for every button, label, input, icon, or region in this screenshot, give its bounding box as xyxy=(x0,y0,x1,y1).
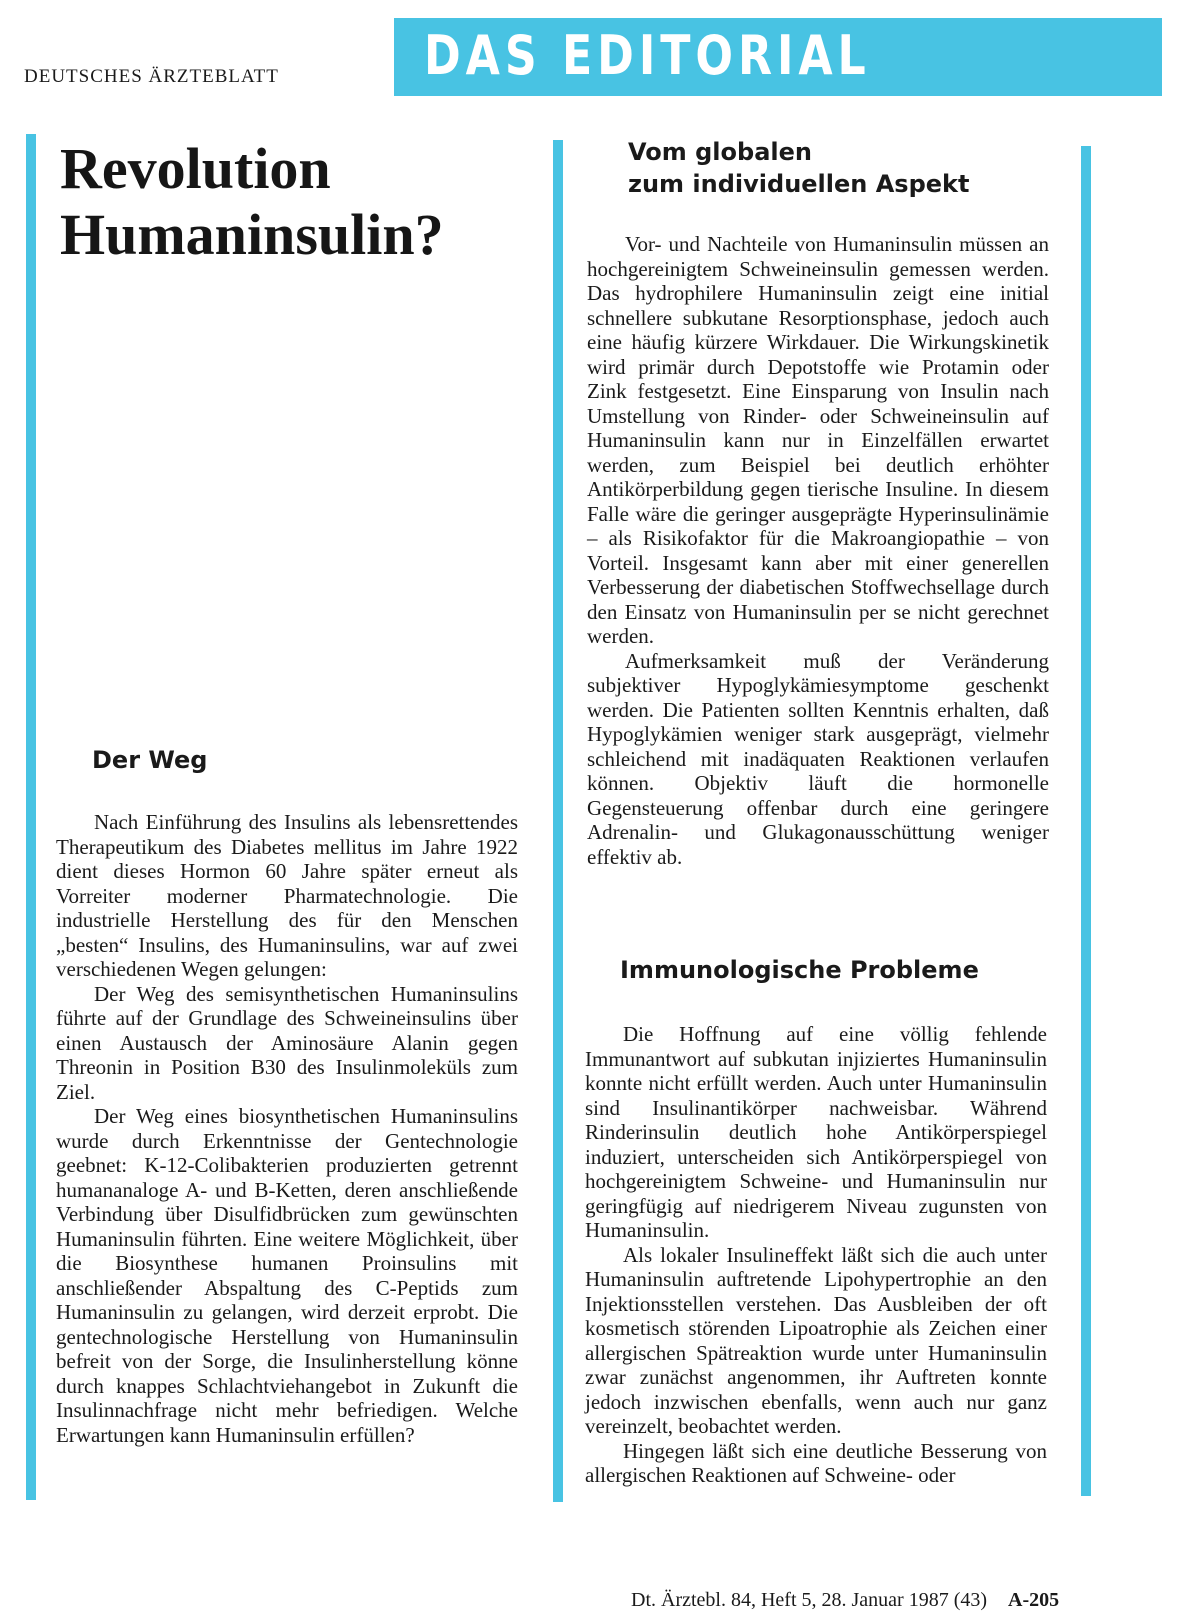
column-2-section-2 xyxy=(585,1022,1047,1488)
col1-paragraph: Der Weg des semisynthetischen Humaninsulins führte auf der Grundlage des Schweineinsulins über einen Austausch der Aminosäure Alanin gegen Threonin in Position B30 des Insulinmoleküls zum Ziel. xyxy=(56,981,518,1104)
banner-title: DAS EDITORIAL xyxy=(424,24,871,87)
page-footer xyxy=(631,1589,1059,1612)
heading-immunologische-probleme: Immunologische Probleme xyxy=(620,956,979,984)
footer-citation: Dt. Ärztebl. 84, Heft 5, 28. Januar 1987 (43) xyxy=(631,1589,988,1611)
page-number: A-205 xyxy=(1008,1589,1060,1611)
col2-paragraph: Vor- und Nachteile von Humaninsulin müssen an hochgereinigtem Schweineinsulin gemessen werden. Das hydrophilere Humaninsulin zeigt eine initial schnellere subkutane Resorptionsphase, jedoch auch eine häufig kürzere Wirkdauer. Die Wirkungskinetik wird primär durch Depotstoffe wie Protamin oder Zink festgesetzt. Eine Einsparung von Insulin nach Umstellung von Rinder- oder Schweineinsulin auf Humaninsulin kann nur in Einzelfällen erwartet werden, zum Beispiel bei deutlich erhöhter Antikörperbildung gegen tierische Insuline. In diesem Falle wäre die geringer ausgeprägte Hyperinsulinämie – als Risikofaktor für die Makroangiopathie – von Vorteil. Insgesamt kann aber mit einer generellen Verbesserung der diabetischen Stoffwechsellage durch den Einsatz von Humaninsulin per se nicht gerechnet werden. xyxy=(587,232,1049,648)
heading-line-2: zum individuellen Aspekt xyxy=(628,170,970,198)
title-line-2: Humaninsulin? xyxy=(60,202,444,267)
col2-paragraph: Hingegen läßt sich eine deutliche Besserung von allergischen Reaktionen auf Schweine- oder xyxy=(585,1438,1047,1487)
heading-line-1: Vom globalen xyxy=(628,138,812,166)
left-accent-rule xyxy=(26,134,36,1500)
right-accent-rule xyxy=(1081,146,1091,1496)
col2-paragraph: Als lokaler Insulineffekt läßt sich die auch unter Humaninsulin auftretende Lipohypertrophie an den Injektionsstellen verstehen. Das Ausbleiben der oft kosmetisch störenden Lipoatrophie als Zeichen einer allergischen Spätreaktion wurde unter Humaninsulin zwar zunächst angenommen, ihr Auftreten konnte jedoch inzwischen ebenfalls, wenn auch nur ganz vereinzelt, beobachtet werden. xyxy=(585,1242,1047,1438)
editorial-banner xyxy=(394,18,1162,96)
middle-accent-rule xyxy=(553,140,563,1502)
heading-der-weg: Der Weg xyxy=(92,746,208,774)
heading-vom-globalen xyxy=(628,136,969,200)
title-line-1: Revolution xyxy=(60,136,331,201)
article-title xyxy=(60,136,444,268)
col2-paragraph: Aufmerksamkeit muß der Veränderung subjektiver Hypoglykämiesymptome geschenkt werden. Die Patienten sollten Kenntnis erhalten, daß Hypoglykämien weniger stark ausgeprägt, vielmehr schleichend mit inadäquaten Reaktionen verlaufen können. Objektiv läuft die hormonelle Gegensteuerung offenbar durch eine geringere Adrenalin- und Glukagonausschüttung weniger effektiv ab. xyxy=(587,648,1049,869)
journal-name: DEUTSCHES ÄRZTEBLATT xyxy=(24,66,279,87)
column-1-body xyxy=(56,810,518,1447)
col1-paragraph: Der Weg eines biosynthetischen Humaninsulins wurde durch Erkenntnisse der Gentechnologie geebnet: K-12-Colibakterien produzierten getrennt humananaloge A- und B-Ketten, deren anschließende Verbindung über Disulfidbrücken zum gewünschten Humaninsulin führten. Eine weitere Möglichkeit, über die Biosynthese humanen Proinsulins mit anschließender Abspaltung des C-Peptids zum Humaninsulin zu gelangen, wird derzeit erprobt. Die gentechnologische Herstellung von Humaninsulin befreit von der Sorge, die Insulinherstellung könne durch knappes Schlachtviehangebot in Zukunft die Insulinnachfrage nicht mehr befriedigen. Welche Erwartungen kann Humaninsulin erfüllen? xyxy=(56,1104,518,1447)
col2-paragraph: Die Hoffnung auf eine völlig fehlende Immunantwort auf subkutan injiziertes Humaninsulin konnte nicht erfüllt werden. Auch unter Humaninsulin sind Insulinantikörper nachweisbar. Während Rinderinsulin deutlich hohe Antikörperspiegel induziert, unterscheiden sich Antikörperspiegel von hochgereinigtem Schweine- und Humaninsulin nur geringfügig auf niedrigerem Niveau zugunsten von Humaninsulin. xyxy=(585,1022,1047,1242)
column-2-section-1 xyxy=(587,232,1049,869)
col1-paragraph: Nach Einführung des Insulins als lebensrettendes Therapeutikum des Diabetes mellitus im Jahre 1922 dient dieses Hormon 60 Jahre später erneut als Vorreiter moderner Pharmatechnologie. Die industrielle Herstellung des für den Menschen „besten“ Insulins, des Humaninsulins, war auf zwei verschiedenen Wegen gelungen: xyxy=(56,810,518,981)
